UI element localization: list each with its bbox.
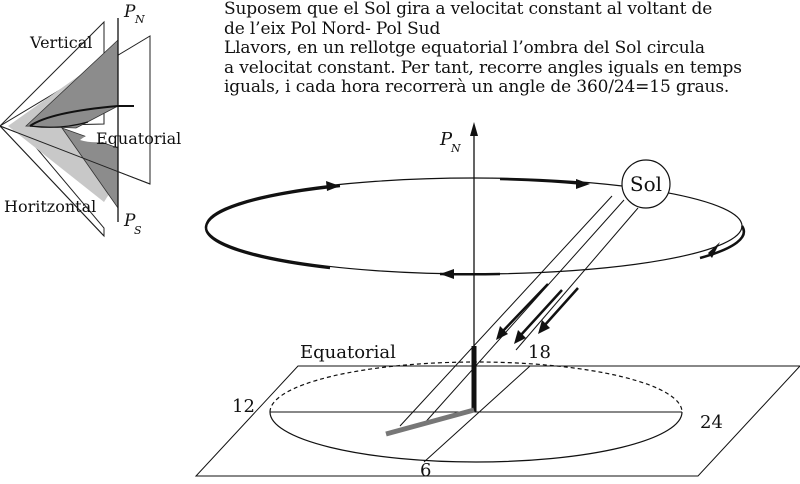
pole-north-sub: N [451,142,461,155]
text-line-2: de l’eix Pol Nord- Pol Sud [224,18,441,39]
text-line-3: Llavors, en un rellotge equatorial l’ombra del Sol circula [224,38,705,58]
plane-label: Equatorial [300,342,396,363]
ray-edge-3 [516,208,638,350]
text-line-1: Suposem que el Sol gira a velocitat constant al voltant de [224,0,713,19]
polar-axis-arrow [470,122,478,136]
orbit-arrow-2 [576,179,590,189]
main-diagram [196,122,800,480]
inset-pole-south-sub: S [134,224,142,237]
inset-pole-south-letter: P [124,211,136,231]
inset-diagram [0,2,181,237]
dial-ellipse-front [270,412,682,462]
hour-label-12: 12 [232,396,255,417]
ray-edge-2 [422,200,624,426]
text-line-4: a velocitat constant. Per tant, recorre angles iguals en temps [224,57,742,78]
inset-equatorial-label: Equatorial [96,129,182,148]
hour-label-18: 18 [528,342,551,363]
text-line-5: iguals, i cada hora recorrerà un angle de 360/24=15 graus. [224,77,730,97]
inset-vertical-label: Vertical [30,33,93,52]
hour-label-6: 6 [420,460,432,480]
gnomon-shadow [386,410,474,434]
inset-pole-north-letter: P [124,2,136,22]
dial-line-6-18 [424,366,530,462]
pole-north-letter: P [440,129,453,150]
inset-horizontal-label: Horitzontal [4,197,97,216]
orbit-arrow-1 [326,181,340,191]
orbit-arrow-4 [440,269,454,279]
sun-label: Sol [629,172,663,196]
inset-pole-north-sub: N [135,13,145,26]
ray-edge-1 [400,196,612,426]
hour-label-24: 24 [700,412,723,433]
